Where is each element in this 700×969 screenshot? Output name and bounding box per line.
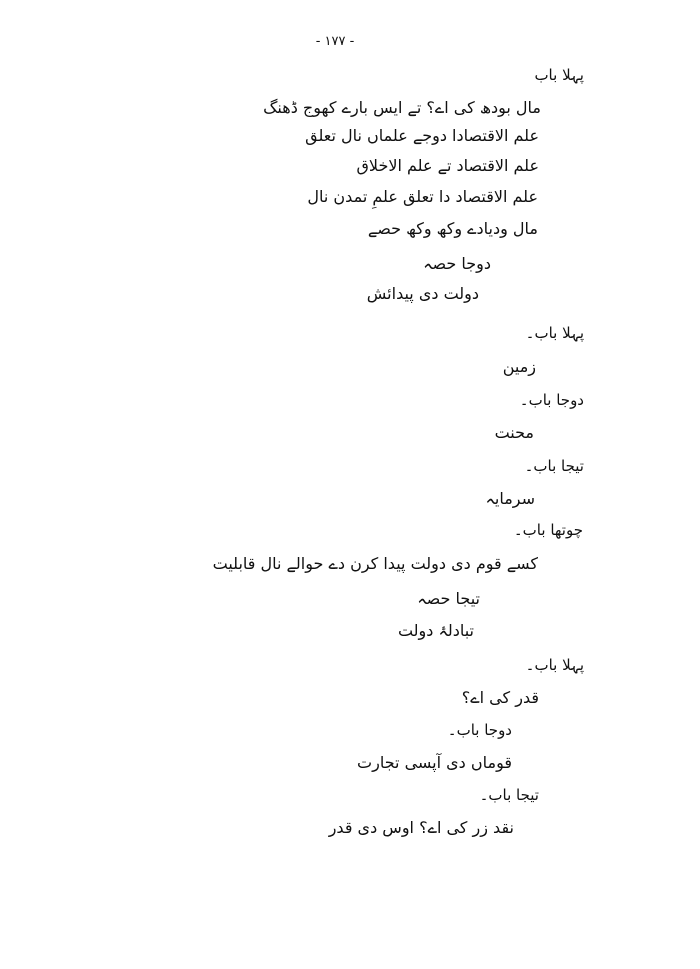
part-heading: دوجا حصہ	[423, 254, 491, 273]
chapter-heading: پہلا باب۔	[525, 656, 584, 674]
page-number: - ۱۷۷ -	[315, 34, 355, 49]
chapter-heading: دوجا باب۔	[447, 721, 512, 739]
toc-entry: قدر کی اے؟	[461, 688, 539, 707]
chapter-heading: پہلا باب۔	[525, 324, 584, 342]
toc-entry: مال بودھ کی اے؟ تے ایس بارے کھوج ڈھنگ	[263, 98, 541, 117]
toc-entry: کسے قوم دی دولت پیدا کرن دے حوالے نال قابلیت	[212, 554, 538, 573]
chapter-heading: دوجا باب۔	[519, 391, 584, 409]
toc-entry: محنت	[494, 423, 534, 442]
chapter-heading: پہلا باب	[534, 66, 584, 84]
chapter-heading: تیجا باب۔	[524, 457, 584, 475]
toc-entry: علم الاقتصاد دا تعلق علمِ تمدن نال	[307, 187, 538, 206]
toc-entry: سرمایہ	[485, 489, 535, 508]
toc-entry: قوماں دی آپسی تجارت	[357, 753, 512, 772]
toc-entry: مال ودیادے وکھ وکھ حصے	[367, 219, 538, 238]
part-title: تبادلۂ دولت	[397, 621, 474, 640]
chapter-heading: تیجا باب۔	[479, 786, 539, 804]
part-heading: تیجا حصہ	[417, 589, 480, 608]
toc-entry: نقد زر کی اے؟ اوس دی قدر	[328, 818, 514, 837]
toc-entry: زمین	[502, 357, 536, 376]
toc-entry: علم الاقتصاد تے علم الاخلاق	[356, 156, 539, 175]
part-title: دولت دی پیدائش	[366, 284, 479, 303]
toc-entry: علم الاقتصادا دوجے علماں نال تعلق	[305, 126, 539, 145]
chapter-heading: چوتھا باب۔	[513, 521, 583, 539]
